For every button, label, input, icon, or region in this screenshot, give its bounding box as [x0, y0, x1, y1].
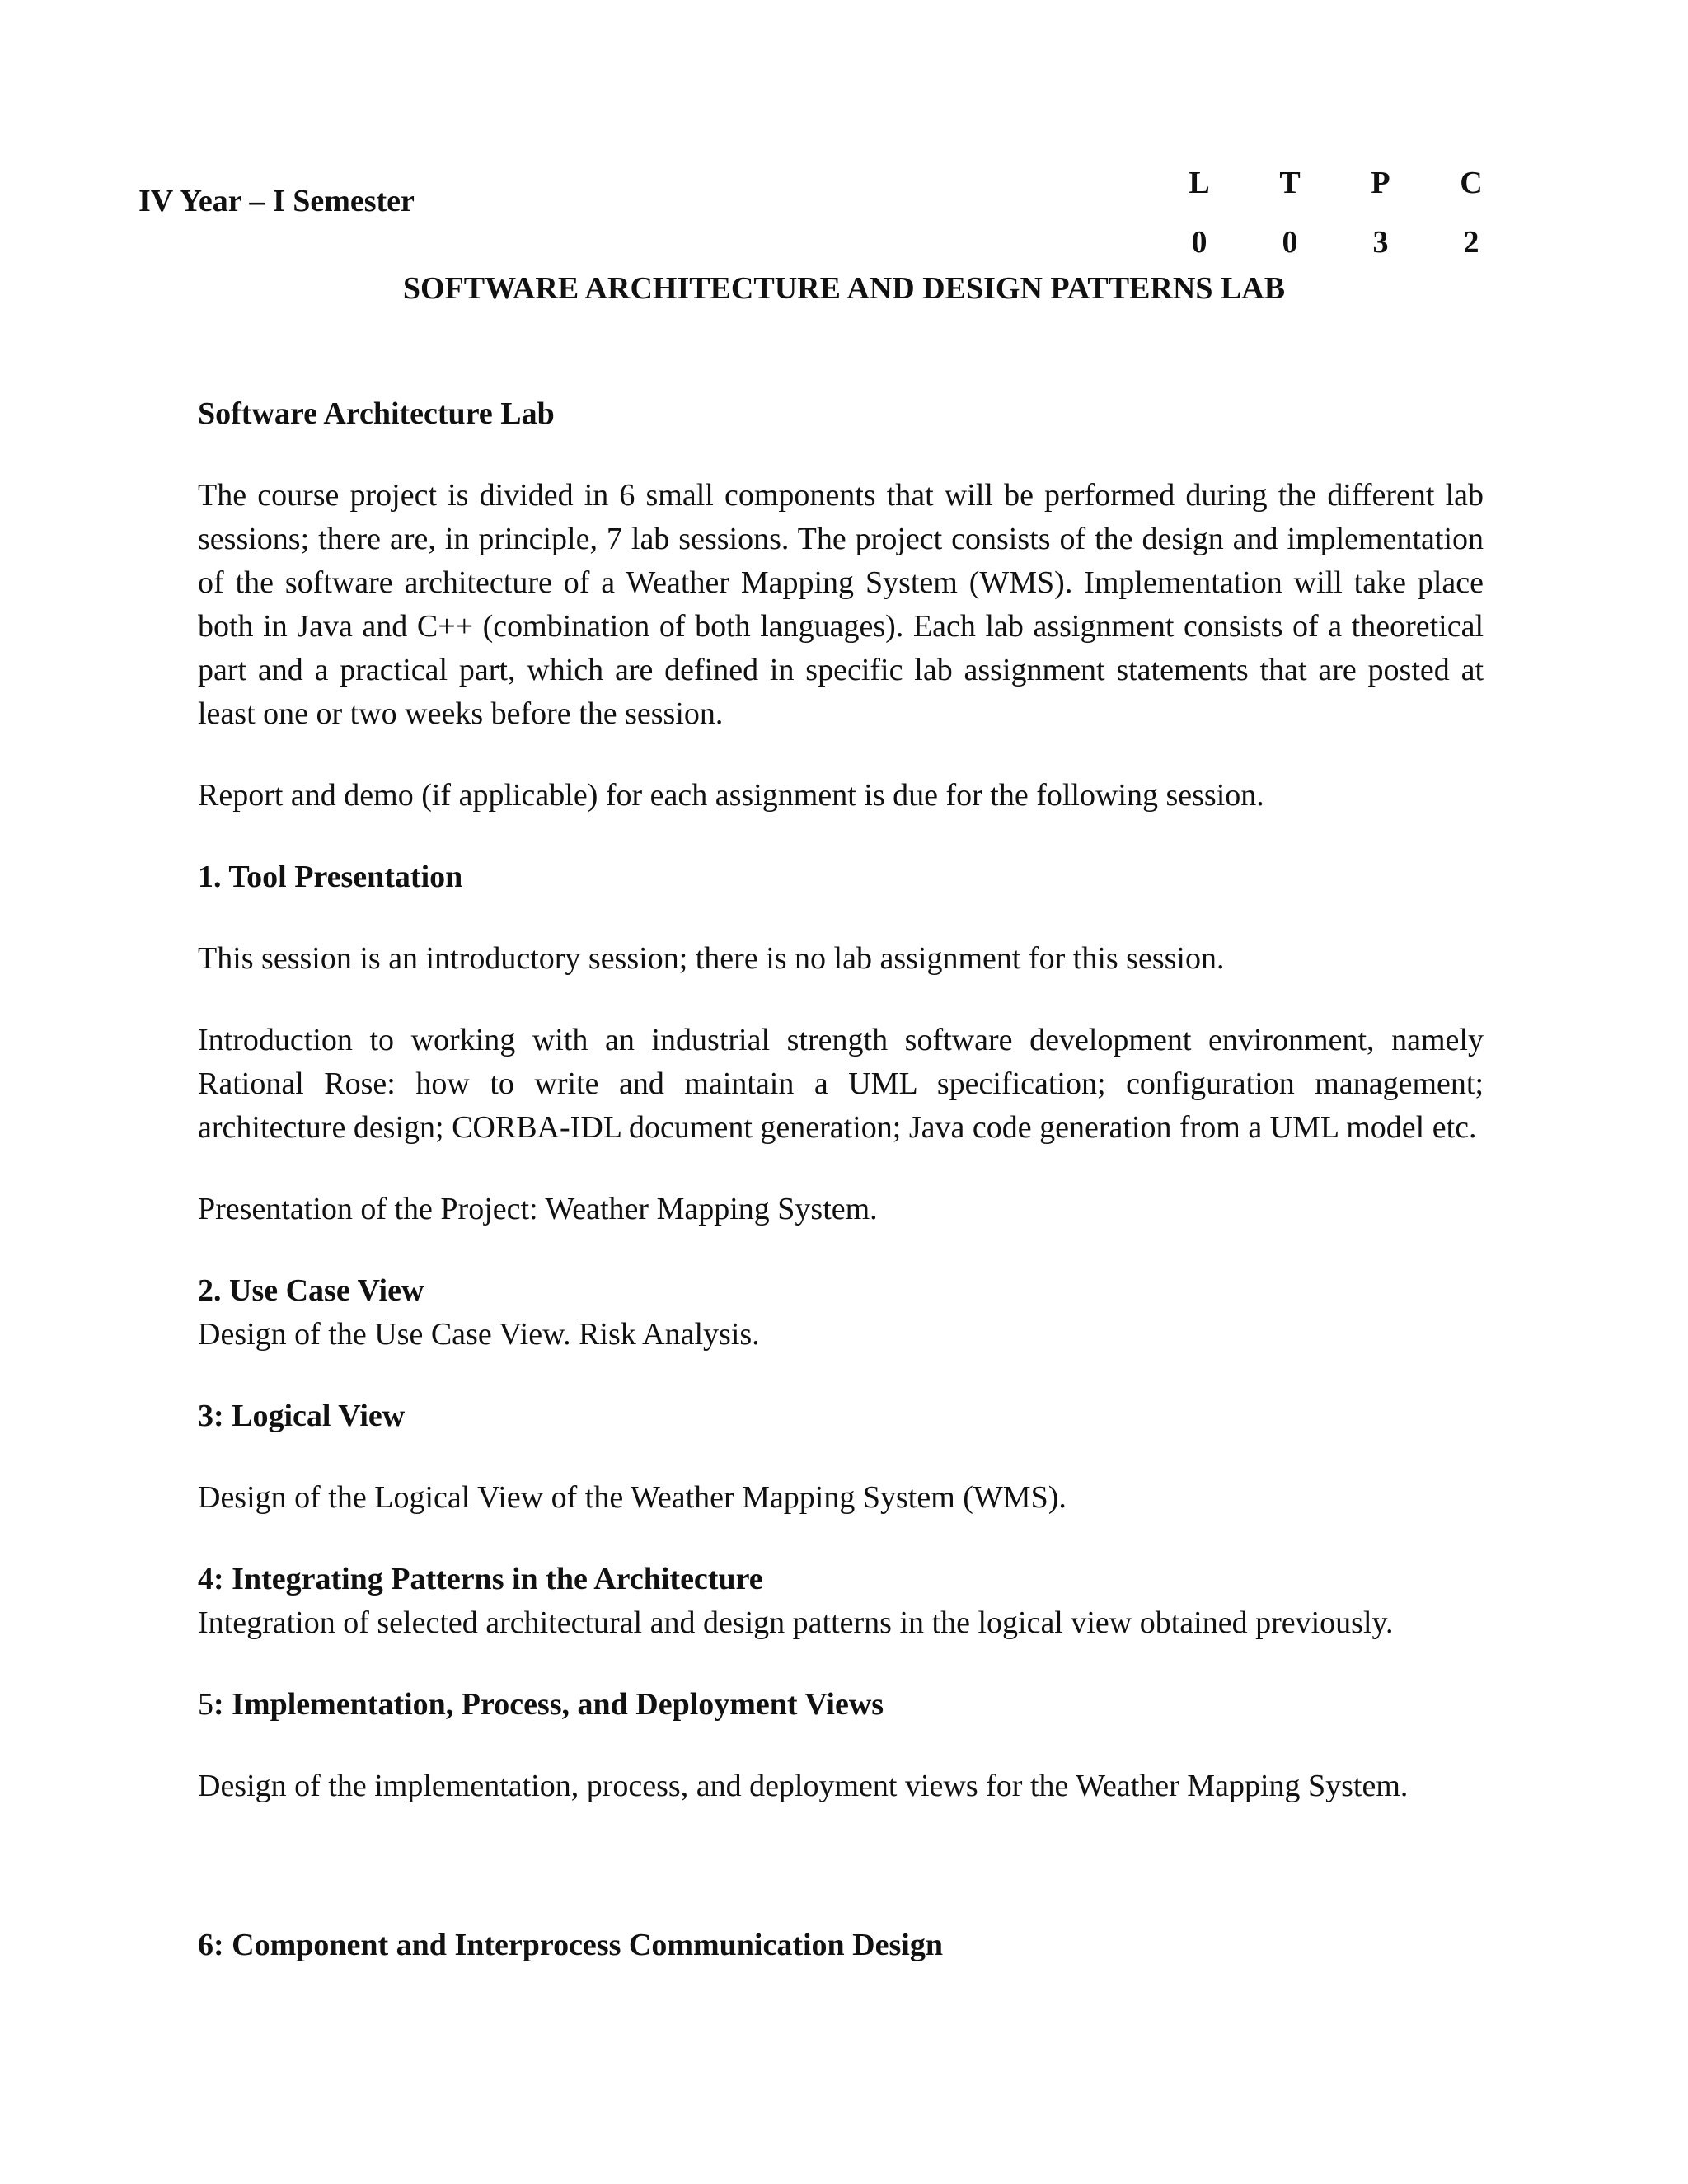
ltpc-value-c: 2: [1463, 225, 1479, 260]
section-4-heading: 4: Integrating Patterns in the Architecture: [198, 1562, 763, 1596]
section-5-number: 5: [198, 1687, 213, 1722]
section-5-heading: [198, 1683, 1484, 1727]
lab-heading: Software Architecture Lab: [198, 396, 555, 431]
document-body: [198, 392, 1484, 1967]
report-paragraph: Report and demo (if applicable) for each assignment is due for the following session.: [198, 778, 1264, 813]
section-5-paragraph: Design of the implementation, process, and deployment views for the Weather Mapping System.: [198, 1769, 1409, 1803]
ltpc-value-t: 0: [1282, 225, 1298, 260]
section-2-heading: 2. Use Case View: [198, 1273, 424, 1308]
ltpc-label-t: T: [1279, 166, 1301, 200]
ltpc-label-c: C: [1460, 166, 1483, 200]
ltpc-value-row: [1154, 213, 1517, 272]
ltpc-label-p: P: [1371, 166, 1390, 200]
section-3-paragraph: Design of the Logical View of the Weather Mapping System (WMS).: [198, 1480, 1067, 1515]
section-1-paragraph-2: Introduction to working with an industrial strength software development environment, namely Rational Rose: how to write and maintain a UML specification; configuration management; architecture design; CORBA-IDL document generation; Java code generation from a UML model etc.: [198, 1023, 1484, 1145]
intro-paragraph: The course project is divided in 6 small components that will be performed during the different lab sessions; there are, in principle, 7 lab sessions. The project consists of the design and implementation of the software architecture of a Weather Mapping System (WMS). Implementation will take place both in Java and C++ (combination of both languages). Each lab assignment consists of a theoretical part and a practical part, which are defined in specific lab assignment statements that are posted at least one or two weeks before the session.: [198, 478, 1484, 731]
semester-label: IV Year – I Semester: [138, 184, 415, 218]
ltpc-header-row: [1154, 153, 1517, 213]
ltpc-table: [1154, 153, 1517, 272]
section-1-heading: 1. Tool Presentation: [198, 860, 463, 894]
ltpc-label-l: L: [1189, 166, 1210, 200]
section-4-paragraph: Integration of selected architectural and design patterns in the logical view obtained previously.: [198, 1605, 1394, 1640]
section-6-heading: 6: Component and Interprocess Communication Design: [198, 1928, 943, 1962]
course-title: SOFTWARE ARCHITECTURE AND DESIGN PATTERNS LAB: [402, 271, 1286, 306]
ltpc-value-p: 3: [1372, 225, 1389, 260]
section-1-paragraph-1: This session is an introductory session; there is no lab assignment for this session.: [198, 941, 1225, 976]
section-5-title: : Implementation, Process, and Deployment Views: [213, 1687, 884, 1722]
section-1-paragraph-3: Presentation of the Project: Weather Mapping System.: [198, 1192, 878, 1226]
ltpc-value-l: 0: [1191, 225, 1207, 260]
section-2-paragraph: Design of the Use Case View. Risk Analysis.: [198, 1317, 760, 1352]
section-3-heading: 3: Logical View: [198, 1399, 406, 1433]
